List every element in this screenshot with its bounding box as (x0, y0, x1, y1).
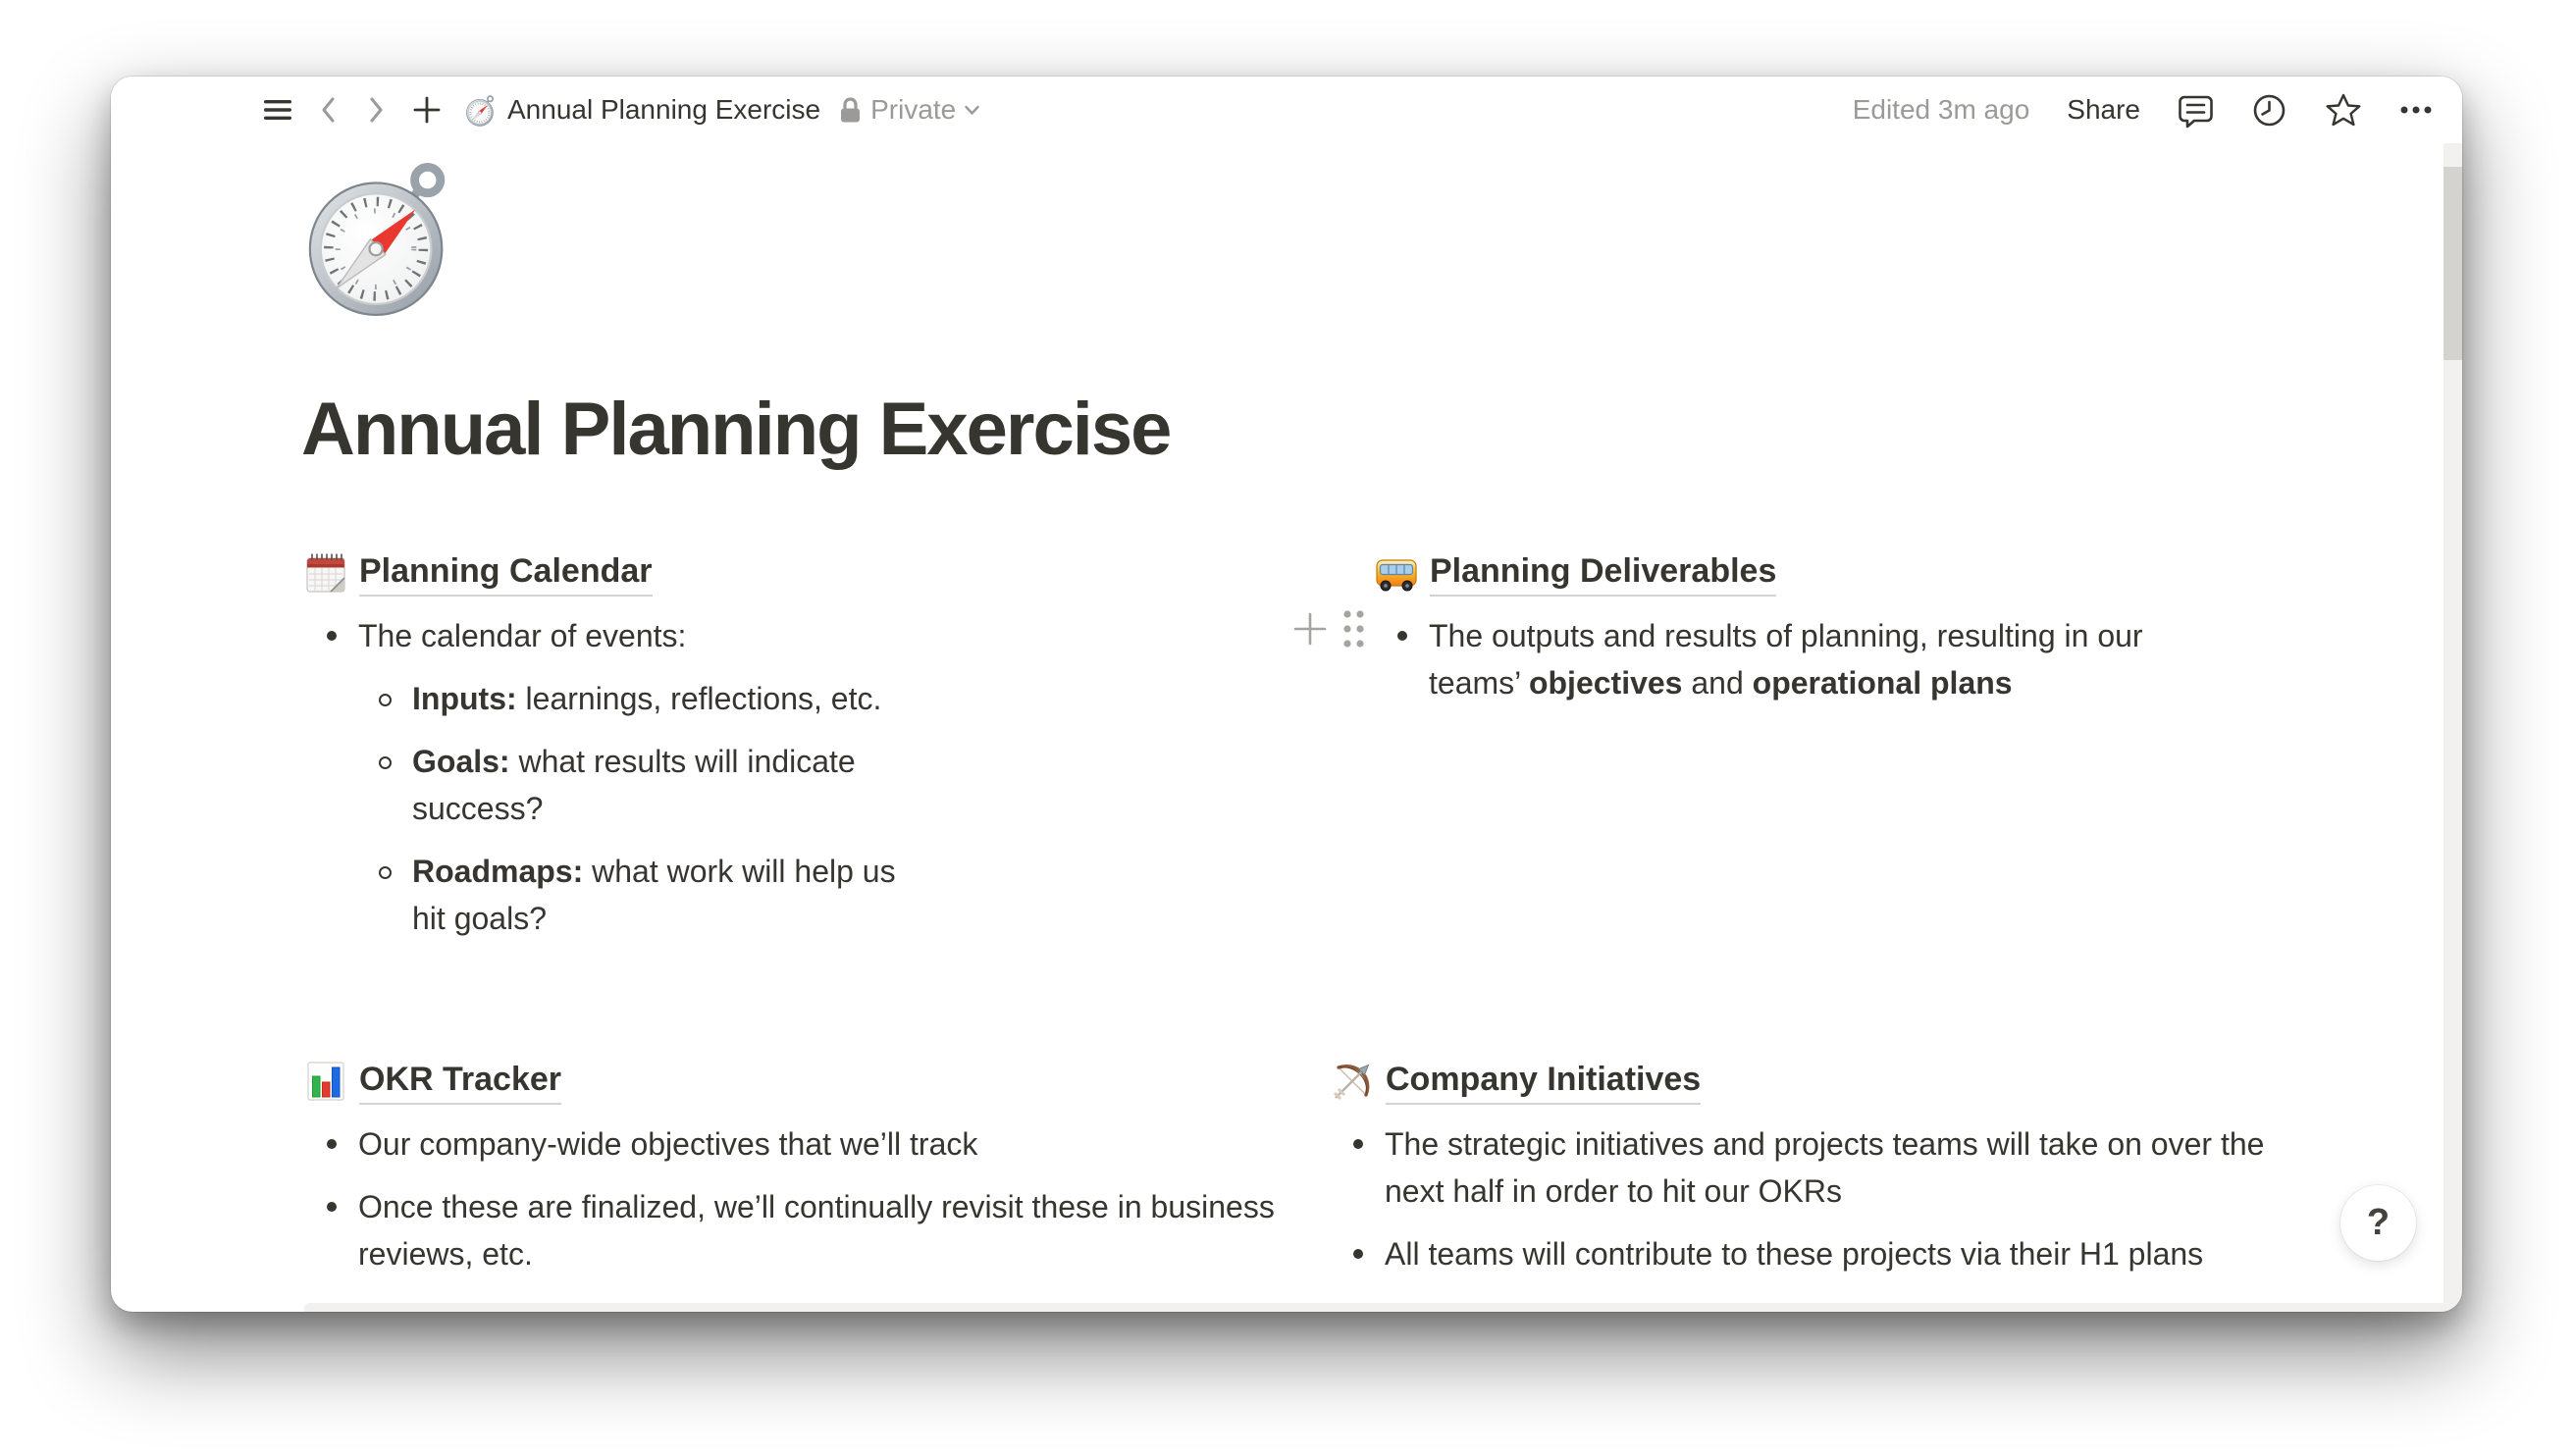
clock-icon (2251, 92, 2287, 129)
list-item-text[interactable]: The outputs and results of planning, resulting in our teams’ objectives and operational plans (1429, 618, 2143, 701)
section-company-initiatives (1331, 1058, 2327, 1277)
lock-icon (838, 95, 863, 126)
privacy-control[interactable] (838, 94, 980, 126)
list-item (1331, 1230, 2327, 1277)
page-title[interactable]: Annual Planning Exercise (301, 388, 1171, 471)
toolbar-nav (263, 94, 442, 126)
list-item (358, 738, 922, 832)
bullet-icon (304, 1183, 358, 1277)
divider-peek-block (304, 1303, 2446, 1312)
comment-icon (2178, 92, 2214, 129)
privacy-label: Private (870, 94, 957, 125)
sidebar-menu-button[interactable] (263, 98, 292, 122)
drag-handle[interactable] (1340, 607, 1367, 650)
compass-emoji-icon (465, 94, 496, 127)
list-item-text[interactable]: Goals: what results will indicate success? (412, 744, 856, 826)
section-heading (304, 549, 922, 597)
list-item-text[interactable]: Our company-wide objectives that we’ll track (358, 1126, 978, 1162)
plus-icon (412, 95, 442, 125)
list-item-text[interactable]: Once these are finalized, we’ll continually revisit these in business reviews, etc. (358, 1189, 1275, 1272)
new-page-button[interactable] (412, 95, 442, 125)
list-item (358, 675, 922, 722)
ellipsis-icon (2399, 105, 2433, 115)
sub-bullet-icon (358, 738, 412, 832)
section-planning-calendar (304, 549, 922, 942)
list-item-text[interactable]: All teams will contribute to these projects via their H1 plans (1385, 1236, 2204, 1272)
section-heading (1375, 549, 2233, 597)
bullet-icon (1331, 1230, 1385, 1277)
list-item (304, 1120, 1281, 1168)
comments-button[interactable] (2178, 92, 2214, 129)
section-okr-tracker (304, 1058, 1281, 1277)
list-item (304, 1183, 1281, 1277)
section-heading (1331, 1058, 2327, 1105)
scrollbar[interactable] (2444, 139, 2462, 1312)
bus-emoji-icon (1375, 550, 1418, 596)
chevron-right-icon (365, 94, 387, 126)
list-item-text[interactable]: The calendar of events: (358, 618, 687, 653)
section-link-planning-calendar[interactable]: Planning Calendar (359, 549, 653, 597)
list-item (358, 848, 922, 942)
star-icon (2325, 92, 2362, 129)
bow-and-arrow-emoji-icon (1331, 1059, 1374, 1104)
section-link-okr-tracker[interactable]: OKR Tracker (359, 1058, 561, 1105)
section-link-planning-deliverables[interactable]: Planning Deliverables (1430, 549, 1776, 597)
help-button[interactable]: ? (2340, 1185, 2416, 1261)
spiral-calendar-emoji-icon (304, 550, 347, 596)
bullet-icon (304, 612, 358, 659)
share-button[interactable]: Share (2067, 94, 2140, 125)
chevron-left-icon (318, 94, 340, 126)
section-planning-deliverables (1375, 549, 2233, 706)
block-controls (1291, 607, 1367, 650)
bar-chart-emoji-icon (304, 1059, 347, 1104)
more-button[interactable] (2399, 105, 2433, 115)
edited-timestamp: Edited 3m ago (1852, 94, 2030, 125)
sub-bullet-icon (358, 848, 412, 942)
scrollbar-thumb[interactable] (2444, 167, 2462, 360)
toolbar-right (1853, 92, 2433, 129)
list-item-text[interactable]: Roadmaps: what work will help us hit goals? (412, 854, 896, 936)
list-item (1331, 1120, 2327, 1215)
forward-button[interactable] (365, 94, 387, 126)
list-item (304, 612, 922, 659)
hamburger-icon (263, 98, 292, 122)
sub-bullet-icon (358, 675, 412, 722)
breadcrumb (465, 94, 820, 127)
notion-window (111, 77, 2462, 1312)
chevron-down-icon (964, 104, 980, 117)
section-link-company-initiatives[interactable]: Company Initiatives (1386, 1058, 1701, 1105)
add-block-button[interactable] (1291, 610, 1329, 648)
section-heading (304, 1058, 1281, 1105)
page-emoji-icon[interactable] (304, 155, 453, 320)
bullet-icon (1375, 612, 1429, 706)
breadcrumb-page-title[interactable]: Annual Planning Exercise (507, 94, 821, 125)
list-item (1375, 612, 2233, 706)
list-item-text[interactable]: Inputs: learnings, reflections, etc. (412, 681, 882, 716)
bullet-icon (1331, 1120, 1385, 1215)
bullet-icon (304, 1120, 358, 1168)
updates-button[interactable] (2251, 92, 2287, 129)
list-item-text[interactable]: The strategic initiatives and projects teams will take on over the next half in order to hit our OKRs (1385, 1126, 2265, 1209)
favorite-button[interactable] (2325, 92, 2362, 129)
back-button[interactable] (318, 94, 340, 126)
toolbar (111, 77, 2462, 143)
